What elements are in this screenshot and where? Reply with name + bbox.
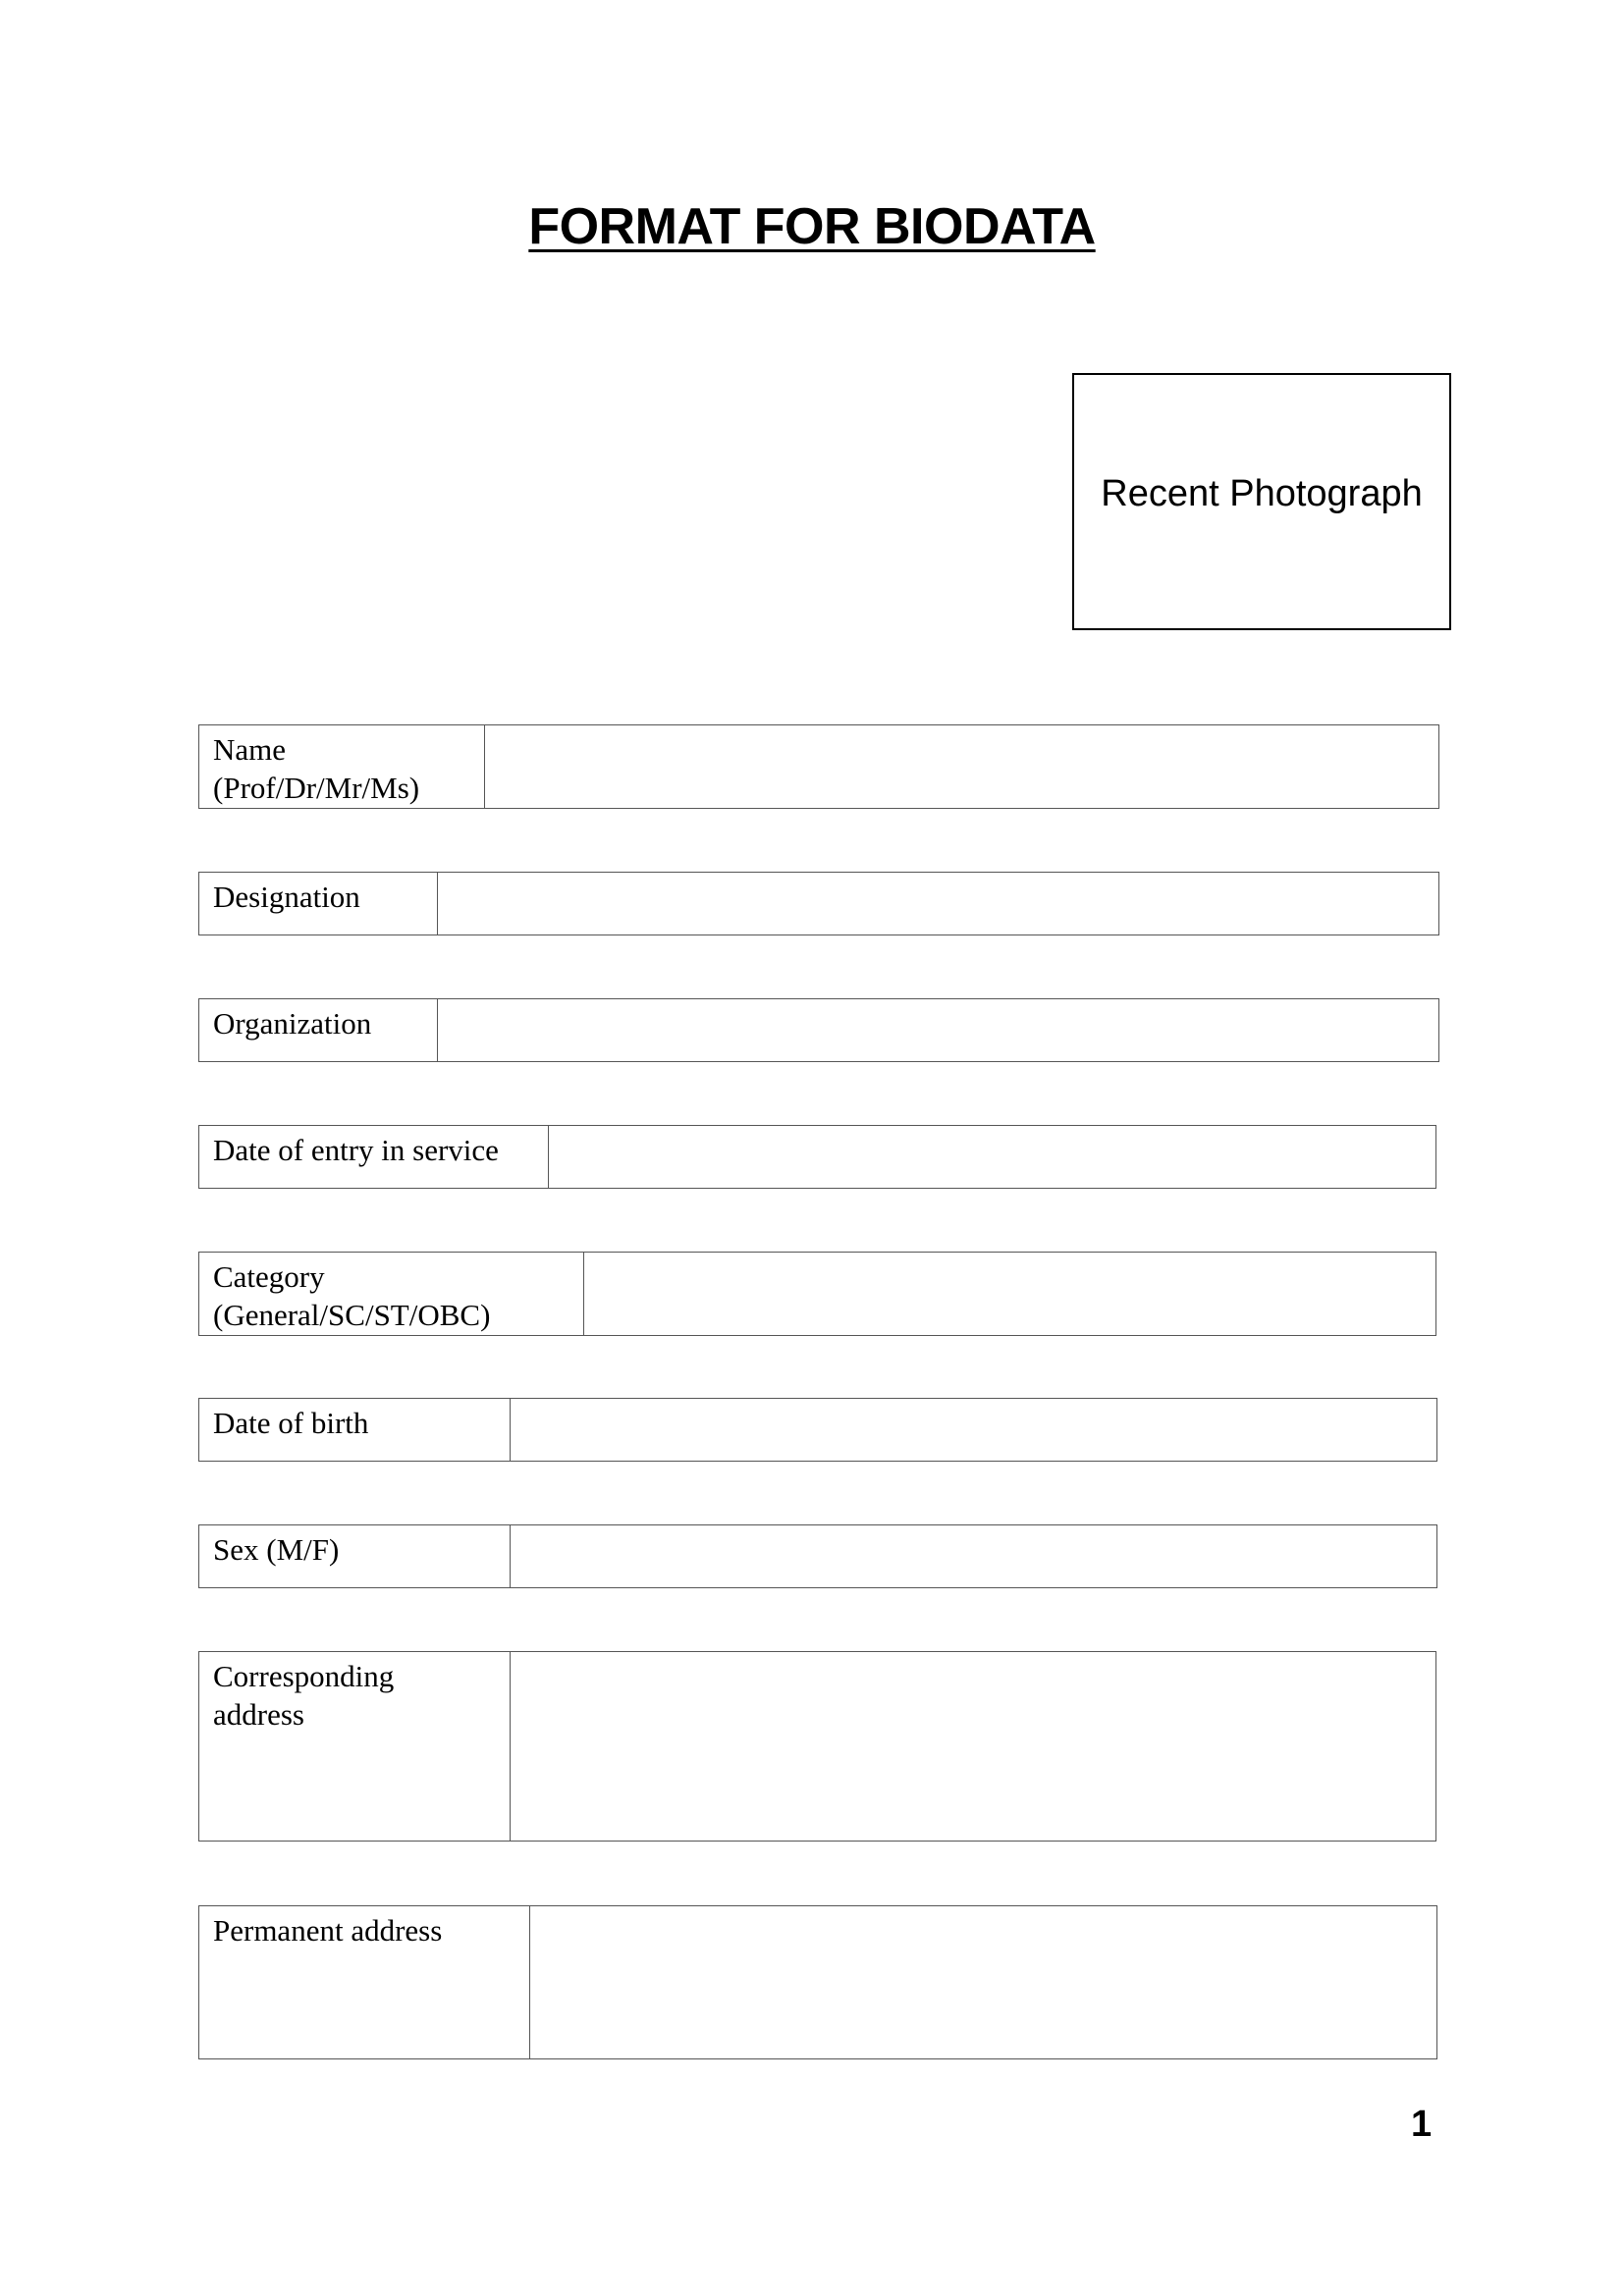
page-title (0, 198, 1624, 255)
field-label-name: Name (Prof/Dr/Mr/Ms) (199, 725, 485, 808)
field-label-sex: Sex (M/F) (199, 1525, 511, 1587)
field-row-category (198, 1252, 1436, 1336)
field-value-category[interactable] (584, 1253, 1435, 1335)
photo-placeholder-label: Recent Photograph (1101, 472, 1423, 514)
field-label-organization: Organization (199, 999, 438, 1061)
page-number: 1 (1411, 2104, 1433, 2145)
field-label-category: Category (General/SC/ST/OBC) (199, 1253, 584, 1335)
field-value-corresponding-address[interactable] (511, 1652, 1435, 1841)
field-label-corresponding-address: Corresponding address (199, 1652, 511, 1841)
field-value-organization[interactable] (438, 999, 1438, 1061)
field-row-permanent-address (198, 1905, 1437, 2059)
field-label-permanent-address: Permanent address (199, 1906, 530, 2058)
field-value-date-of-birth[interactable] (511, 1399, 1436, 1461)
field-value-name[interactable] (485, 725, 1438, 808)
field-value-date-of-entry[interactable] (549, 1126, 1435, 1188)
field-value-permanent-address[interactable] (530, 1906, 1436, 2058)
field-row-date-of-birth (198, 1398, 1437, 1462)
field-row-date-of-entry (198, 1125, 1436, 1189)
photo-placeholder-box (1072, 373, 1451, 630)
field-row-sex (198, 1524, 1437, 1588)
field-value-sex[interactable] (511, 1525, 1436, 1587)
field-label-designation: Designation (199, 873, 438, 934)
field-row-organization (198, 998, 1439, 1062)
field-value-designation[interactable] (438, 873, 1438, 934)
field-row-name (198, 724, 1439, 809)
field-row-corresponding-address (198, 1651, 1436, 1842)
field-row-designation (198, 872, 1439, 935)
field-label-date-of-entry: Date of entry in service (199, 1126, 549, 1188)
page-title-text: FORMAT FOR BIODATA (528, 198, 1096, 255)
field-label-date-of-birth: Date of birth (199, 1399, 511, 1461)
